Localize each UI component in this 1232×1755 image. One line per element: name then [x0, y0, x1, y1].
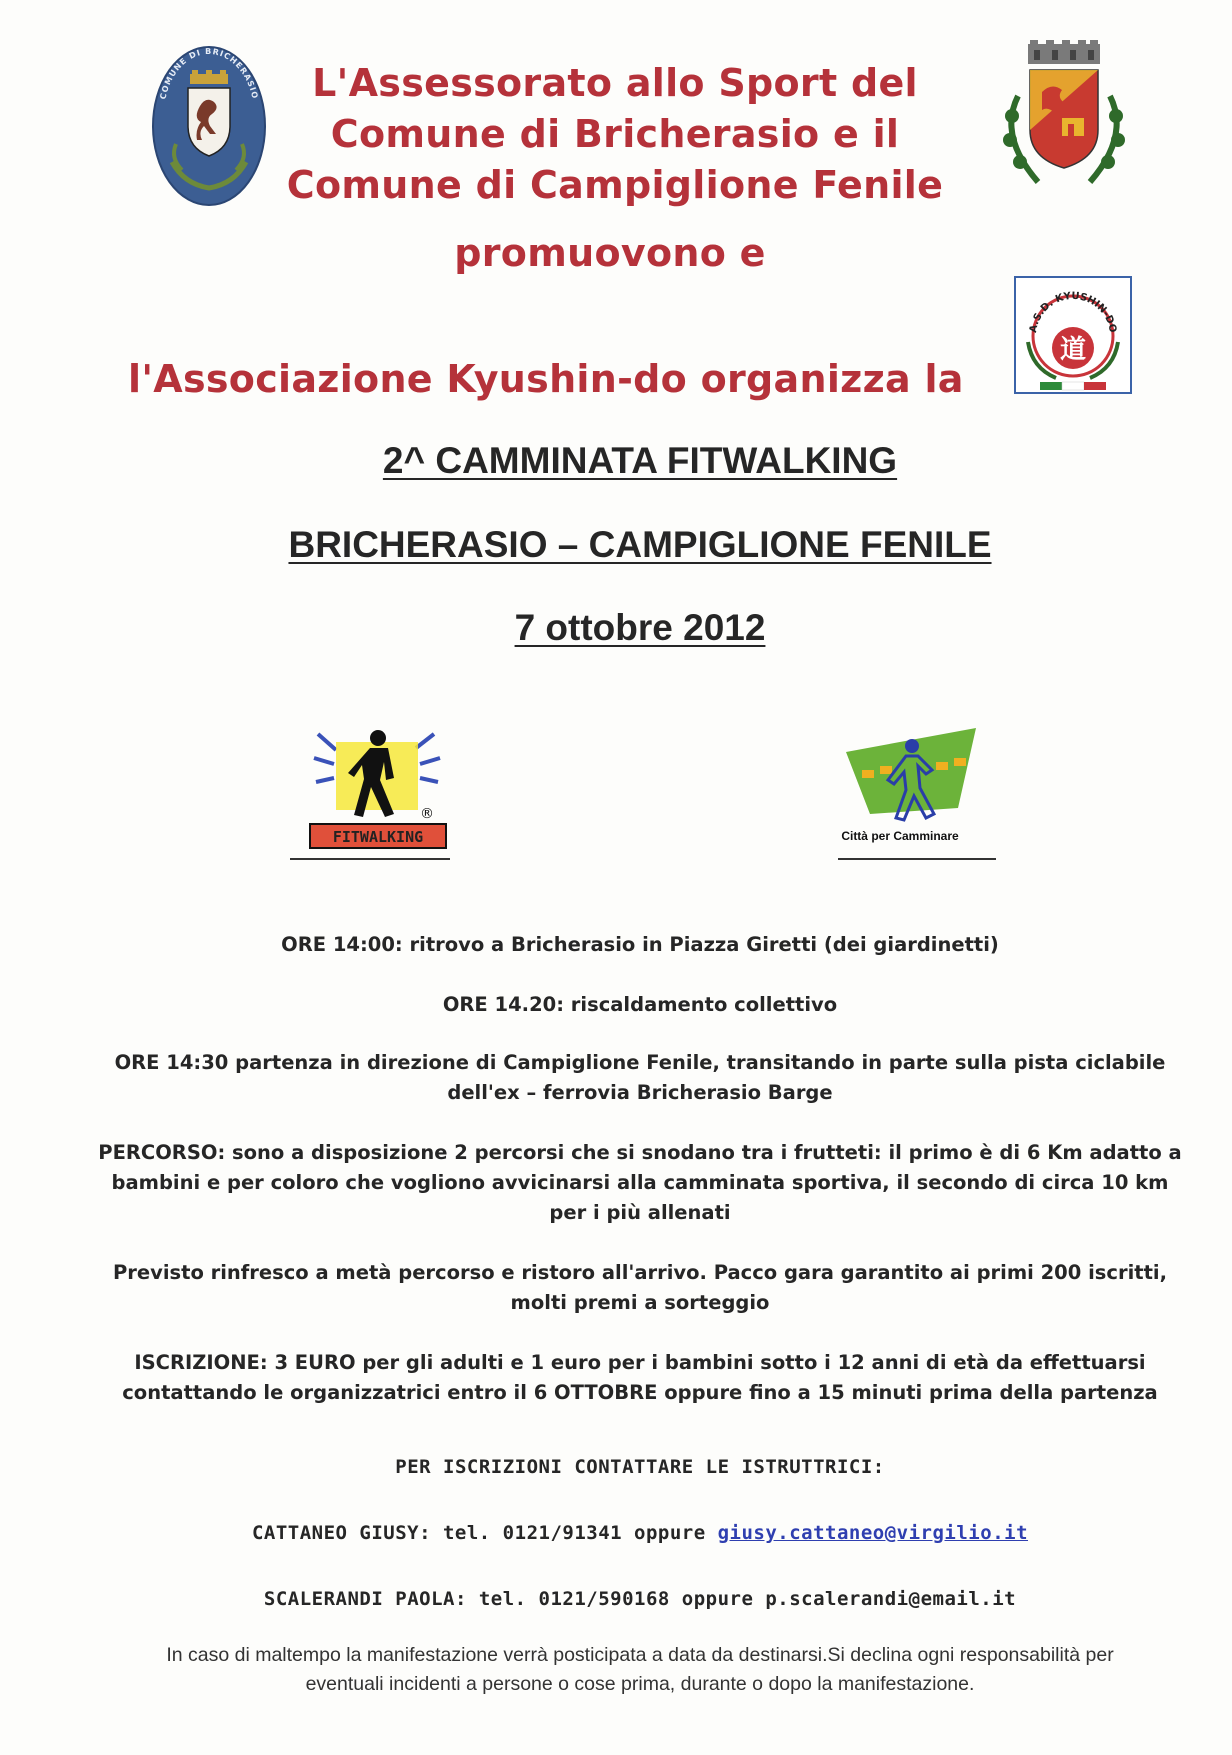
program-refreshment-line-2: molti premi a sorteggio: [510, 1291, 770, 1314]
program-meeting: ORE 14:00: ritrovo a Bricherasio in Piazza Giretti (dei giardinetti): [281, 933, 999, 956]
citta-underline: [838, 858, 996, 860]
header-line-4: promuovono e: [454, 231, 766, 275]
program-warmup: ORE 14.20: riscaldamento collettivo: [442, 993, 838, 1016]
program-refreshment-line-1: Previsto rinfresco a metà percorso e ristoro all'arrivo. Pacco gara garantito ai primi 200 iscritti,: [112, 1261, 1167, 1284]
kyushin-do-logo: [1014, 276, 1132, 394]
fitwalking-underline: [290, 858, 450, 860]
fitwalking-logo: [308, 724, 448, 852]
program-registration-line-2: contattando le organizzatrici entro il 6 OTTOBRE oppure fino a 15 minuti prima della partenza: [122, 1381, 1158, 1404]
header-line-2: Comune di Bricherasio e il: [330, 112, 900, 156]
program-start-line-1: ORE 14:30 partenza in direzione di Campiglione Fenile, transitando in parte sulla pista ciclabile: [114, 1051, 1166, 1074]
contact-cattaneo-email-link[interactable]: giusy.cattaneo@virgilio.it: [717, 1522, 1029, 1544]
header-line-1: L'Assessorato allo Sport del: [312, 61, 918, 105]
header-line-3: Comune di Campiglione Fenile: [286, 163, 944, 207]
contacts-heading: PER ISCRIZIONI CONTATTARE LE ISTRUTTRICI:: [395, 1456, 885, 1478]
association-line: l'Associazione Kyushin-do organizza la: [128, 357, 964, 401]
contact-scalerandi: SCALERANDI PAOLA: tel. 0121/590168 oppure p.scalerandi@email.it: [263, 1588, 1017, 1610]
citta-per-camminare-logo: [840, 724, 990, 852]
program-route-line-1: PERCORSO: sono a disposizione 2 percorsi che si snodano tra i frutteti: il primo è di 6 Km adatto a: [98, 1141, 1182, 1164]
event-title: 2^ CAMMINATA FITWALKING: [382, 440, 898, 481]
program-route-line-2: bambini e per coloro che vogliono avvicinarsi alla camminata sportiva, il secondo di circa 10 km: [111, 1171, 1169, 1194]
footer-disclaimer-line-2: eventuali incidenti a persone o cose prima, durante o dopo la manifestazione.: [305, 1673, 975, 1695]
footer-disclaimer-line-1: In caso di maltempo la manifestazione verrà posticipata a data da destinarsi.Si declina ogni responsabilità per: [166, 1644, 1114, 1666]
citta-label: Città per Camminare: [841, 829, 959, 843]
event-date: 7 ottobre 2012: [514, 607, 766, 648]
kyushin-kanji: 道: [1059, 335, 1087, 365]
program-route-line-3: per i più allenati: [549, 1201, 731, 1224]
crest-ring-text: COMUNE DI BRICHERASIO: [158, 46, 260, 101]
program-registration-line-1: ISCRIZIONE: 3 EURO per gli adulti e 1 euro per i bambini sotto i 12 anni di età da effettuarsi: [134, 1351, 1146, 1374]
contact-cattaneo: CATTANEO GIUSY: tel. 0121/91341 oppure: [251, 1522, 718, 1544]
program-start-line-2: dell'ex – ferrovia Bricherasio Barge: [447, 1081, 833, 1104]
kyushin-badge-text: A.S.D. KYUSHIN-DO: [1028, 290, 1118, 334]
campiglione-crest-logo: [990, 40, 1138, 200]
event-route: BRICHERASIO – CAMPIGLIONE FENILE: [288, 524, 992, 565]
fitwalking-label: FITWALKING: [332, 828, 424, 846]
fitwalking-registered-mark: ®: [420, 806, 434, 822]
